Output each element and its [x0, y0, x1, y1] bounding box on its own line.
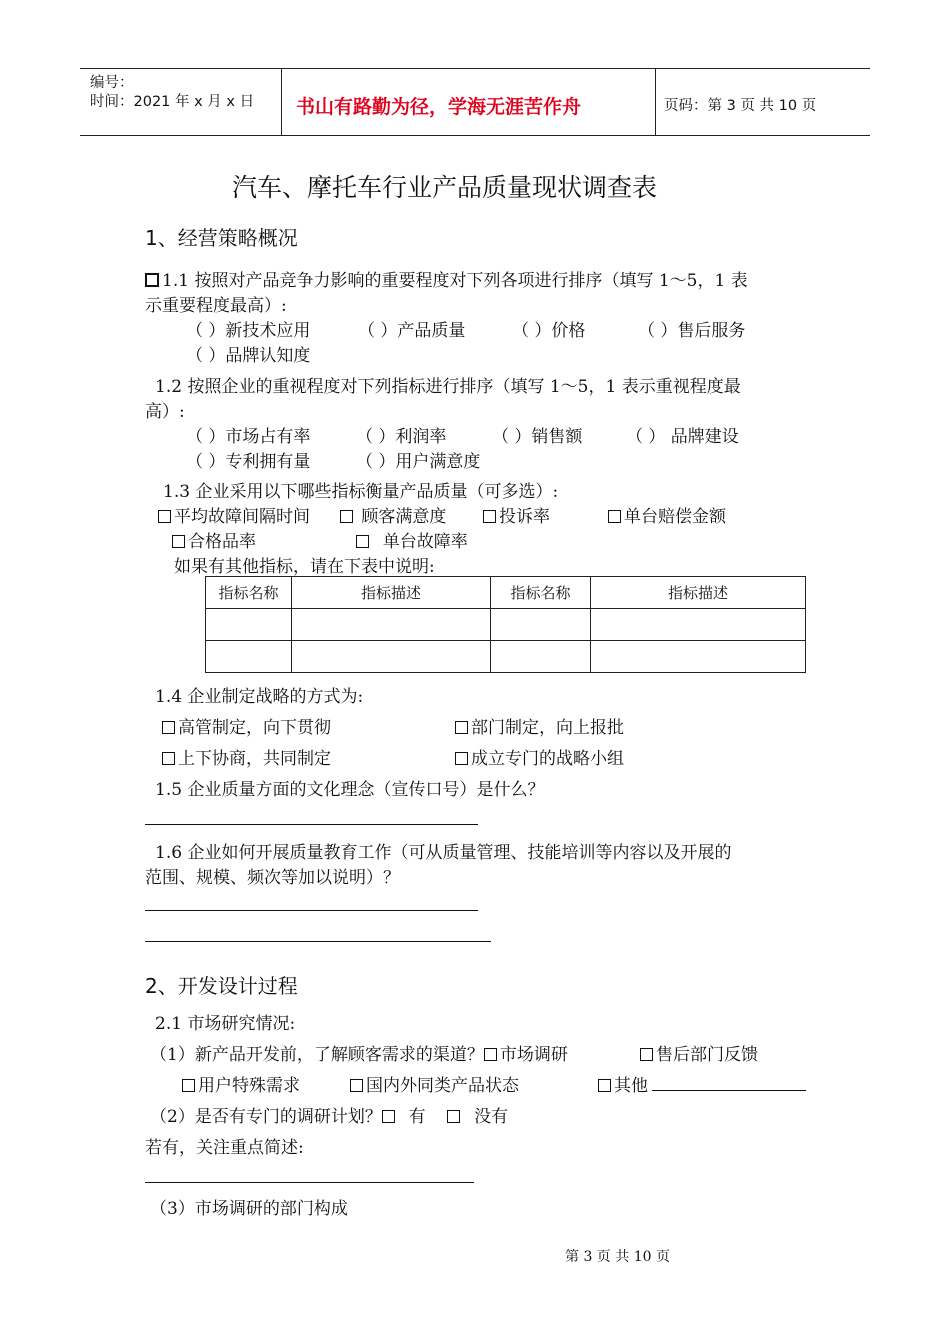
answer-line[interactable] [145, 824, 478, 825]
q1-3-line1: 1.3 企业采用以下哪些指标衡量产品质量（可多选）: [163, 482, 559, 502]
other-answer-line[interactable] [652, 1090, 806, 1091]
table-cell[interactable] [292, 641, 491, 673]
q1-2-option[interactable]: （ ）市场占有率 [186, 427, 311, 447]
header-time-label: 时间：2021 年 x 月 x 日 [90, 94, 255, 110]
table-cell[interactable] [206, 641, 292, 673]
header-divider-left [281, 68, 282, 136]
page-title: 汽车、摩托车行业产品质量现状调查表 [232, 173, 658, 202]
q1-3-option-checkbox[interactable] [158, 502, 310, 527]
q1-4-option-checkbox[interactable] [455, 744, 624, 769]
checkbox-icon [182, 1079, 195, 1092]
q1-2-option[interactable]: （ ）销售额 [492, 427, 583, 447]
q1-3-option-label: 顾客满意度 [361, 507, 447, 527]
checkbox-icon [455, 721, 468, 734]
table-cell[interactable] [591, 641, 806, 673]
q2-1-option-label: 售后部门反馈 [656, 1045, 758, 1065]
q1-5-text: 1.5 企业质量方面的文化理念（宣传口号）是什么？ [155, 780, 545, 800]
q2-1-option-checkbox[interactable] [350, 1071, 519, 1096]
q2-1-text: 2.1 市场研究情况: [155, 1014, 296, 1034]
checkbox-icon [172, 535, 185, 548]
q2-1-option-checkbox[interactable] [182, 1071, 300, 1096]
answer-line[interactable] [145, 941, 491, 942]
no-checkbox[interactable] [447, 1107, 508, 1127]
q1-3-option-label: 平均故障间隔时间 [174, 507, 310, 527]
q2-1-sub2 [150, 1102, 508, 1127]
q1-3-option-label: 单台故障率 [382, 532, 468, 552]
section-1-heading: 1、经营策略概况 [145, 226, 298, 250]
q2-1-sub2-note: 若有，关注重点简述: [145, 1138, 304, 1158]
checkbox-icon [455, 752, 468, 765]
q1-4-option-checkbox[interactable] [162, 713, 331, 738]
q2-1-option-checkbox[interactable] [640, 1040, 758, 1065]
checkbox-icon [162, 752, 175, 765]
header-top-rule [80, 68, 870, 69]
table-row [206, 641, 806, 673]
q1-4-option-label: 部门制定，向上报批 [471, 718, 624, 738]
q1-4-option-checkbox[interactable] [162, 744, 331, 769]
yes-label: 有 [408, 1107, 426, 1127]
q1-6-line2: 范围、规模、频次等加以说明）？ [145, 868, 400, 888]
table-cell[interactable] [491, 609, 591, 641]
header-motto: 书山有路勤为径，学海无涯苦作舟 [296, 96, 582, 118]
q1-2-option[interactable]: （ ）用户满意度 [356, 452, 481, 472]
q1-1-option[interactable]: （ ）价格 [512, 321, 586, 341]
q2-1-option-checkbox[interactable] [598, 1071, 648, 1096]
q1-1-option[interactable]: （ ）售后服务 [638, 321, 746, 341]
table-header-cell: 指标描述 [591, 577, 806, 609]
checkbox-icon [158, 510, 171, 523]
checkbox-icon [598, 1079, 611, 1092]
checkbox-icon [350, 1079, 363, 1092]
table-header-row [206, 577, 806, 609]
q1-2-option[interactable]: （ ） 品牌建设 [626, 427, 739, 447]
q1-1-text: 1.1 按照对产品竞争力影响的重要程度对下列各项进行排序（填写 1～5，1 表 [162, 271, 748, 291]
indicator-table [205, 576, 806, 673]
table-cell[interactable] [206, 609, 292, 641]
checkbox-icon [356, 535, 369, 548]
checkbox-icon [484, 1048, 497, 1061]
q1-3-note: 如果有其他指标，请在下表中说明: [174, 557, 435, 577]
q1-3-option-checkbox[interactable] [356, 527, 468, 552]
q1-4-option-checkbox[interactable] [455, 713, 624, 738]
q2-1-sub1 [150, 1040, 568, 1065]
q1-2-option[interactable]: （ ）利润率 [356, 427, 447, 447]
checkbox-icon [340, 510, 353, 523]
table-header-cell: 指标描述 [292, 577, 491, 609]
table-row [206, 609, 806, 641]
table-cell[interactable] [292, 609, 491, 641]
q1-3-option-checkbox[interactable] [172, 527, 256, 552]
q1-4-option-label: 高管制定，向下贯彻 [178, 718, 331, 738]
checkbox-icon [382, 1110, 395, 1123]
q2-1-sub3: （3）市场调研的部门构成 [150, 1199, 348, 1219]
table-header-cell: 指标名称 [491, 577, 591, 609]
q2-1-option-label: 市场调研 [499, 1045, 568, 1065]
q1-2-option[interactable]: （ ）专利拥有量 [186, 452, 311, 472]
q1-3-option-checkbox[interactable] [608, 502, 726, 527]
checkbox-icon [447, 1110, 460, 1123]
q1-4-option-label: 成立专门的战略小组 [471, 749, 624, 769]
q2-1-option-label: 国内外同类产品状态 [366, 1076, 519, 1096]
checkbox-icon [608, 510, 621, 523]
table-cell[interactable] [591, 609, 806, 641]
q1-3-option-label: 合格品率 [188, 532, 256, 552]
checkbox-icon [162, 721, 175, 734]
answer-line[interactable] [145, 910, 478, 911]
yes-checkbox[interactable] [382, 1107, 426, 1127]
q1-4-line1: 1.4 企业制定战略的方式为: [155, 687, 364, 707]
section-2-heading: 2、开发设计过程 [145, 974, 298, 998]
q2-1-sub1-label: （1）新产品开发前，了解顾客需求的渠道？ [150, 1045, 484, 1065]
q1-3-option-label: 单台赔偿金额 [624, 507, 726, 527]
q1-4-option-label: 上下协商，共同制定 [178, 749, 331, 769]
q1-2-line1: 1.2 按照企业的重视程度对下列指标进行排序（填写 1～5，1 表示重视程度最 [155, 377, 741, 397]
table-cell[interactable] [491, 641, 591, 673]
q2-1-option-label: 其他 [614, 1076, 648, 1096]
q2-1-sub2-label: （2）是否有专门的调研计划？ [150, 1107, 382, 1127]
q1-1-line1 [145, 266, 748, 291]
q2-1-option-label: 用户特殊需求 [198, 1076, 300, 1096]
header-page-info: 页码：第 3 页 共 10 页 [664, 98, 817, 114]
header-bottom-rule [80, 135, 870, 136]
table-header-cell: 指标名称 [206, 577, 292, 609]
q1-1-line2: 示重要程度最高）: [145, 296, 287, 316]
checkbox-icon[interactable] [145, 273, 159, 287]
checkbox-icon [483, 510, 496, 523]
checkbox-icon [640, 1048, 653, 1061]
q1-1-option[interactable]: （ ）产品质量 [358, 321, 466, 341]
answer-line[interactable] [145, 1182, 474, 1183]
q1-6-line1: 1.6 企业如何开展质量教育工作（可从质量管理、技能培训等内容以及开展的 [155, 843, 732, 863]
q1-1-option[interactable]: （ ）新技术应用 [186, 321, 311, 341]
header-number-label: 编号： [90, 75, 134, 91]
q1-3-option-checkbox[interactable] [340, 502, 446, 527]
q1-3-option-label: 投诉率 [499, 507, 550, 527]
page-footer: 第 3 页 共 10 页 [565, 1249, 670, 1265]
q1-1-option[interactable]: （ ）品牌认知度 [186, 346, 311, 366]
header-divider-right [655, 68, 656, 136]
q2-1-option-checkbox[interactable] [484, 1045, 568, 1065]
q1-3-option-checkbox[interactable] [483, 502, 550, 527]
q1-2-line2: 高）: [145, 402, 185, 422]
no-label: 没有 [474, 1107, 509, 1127]
